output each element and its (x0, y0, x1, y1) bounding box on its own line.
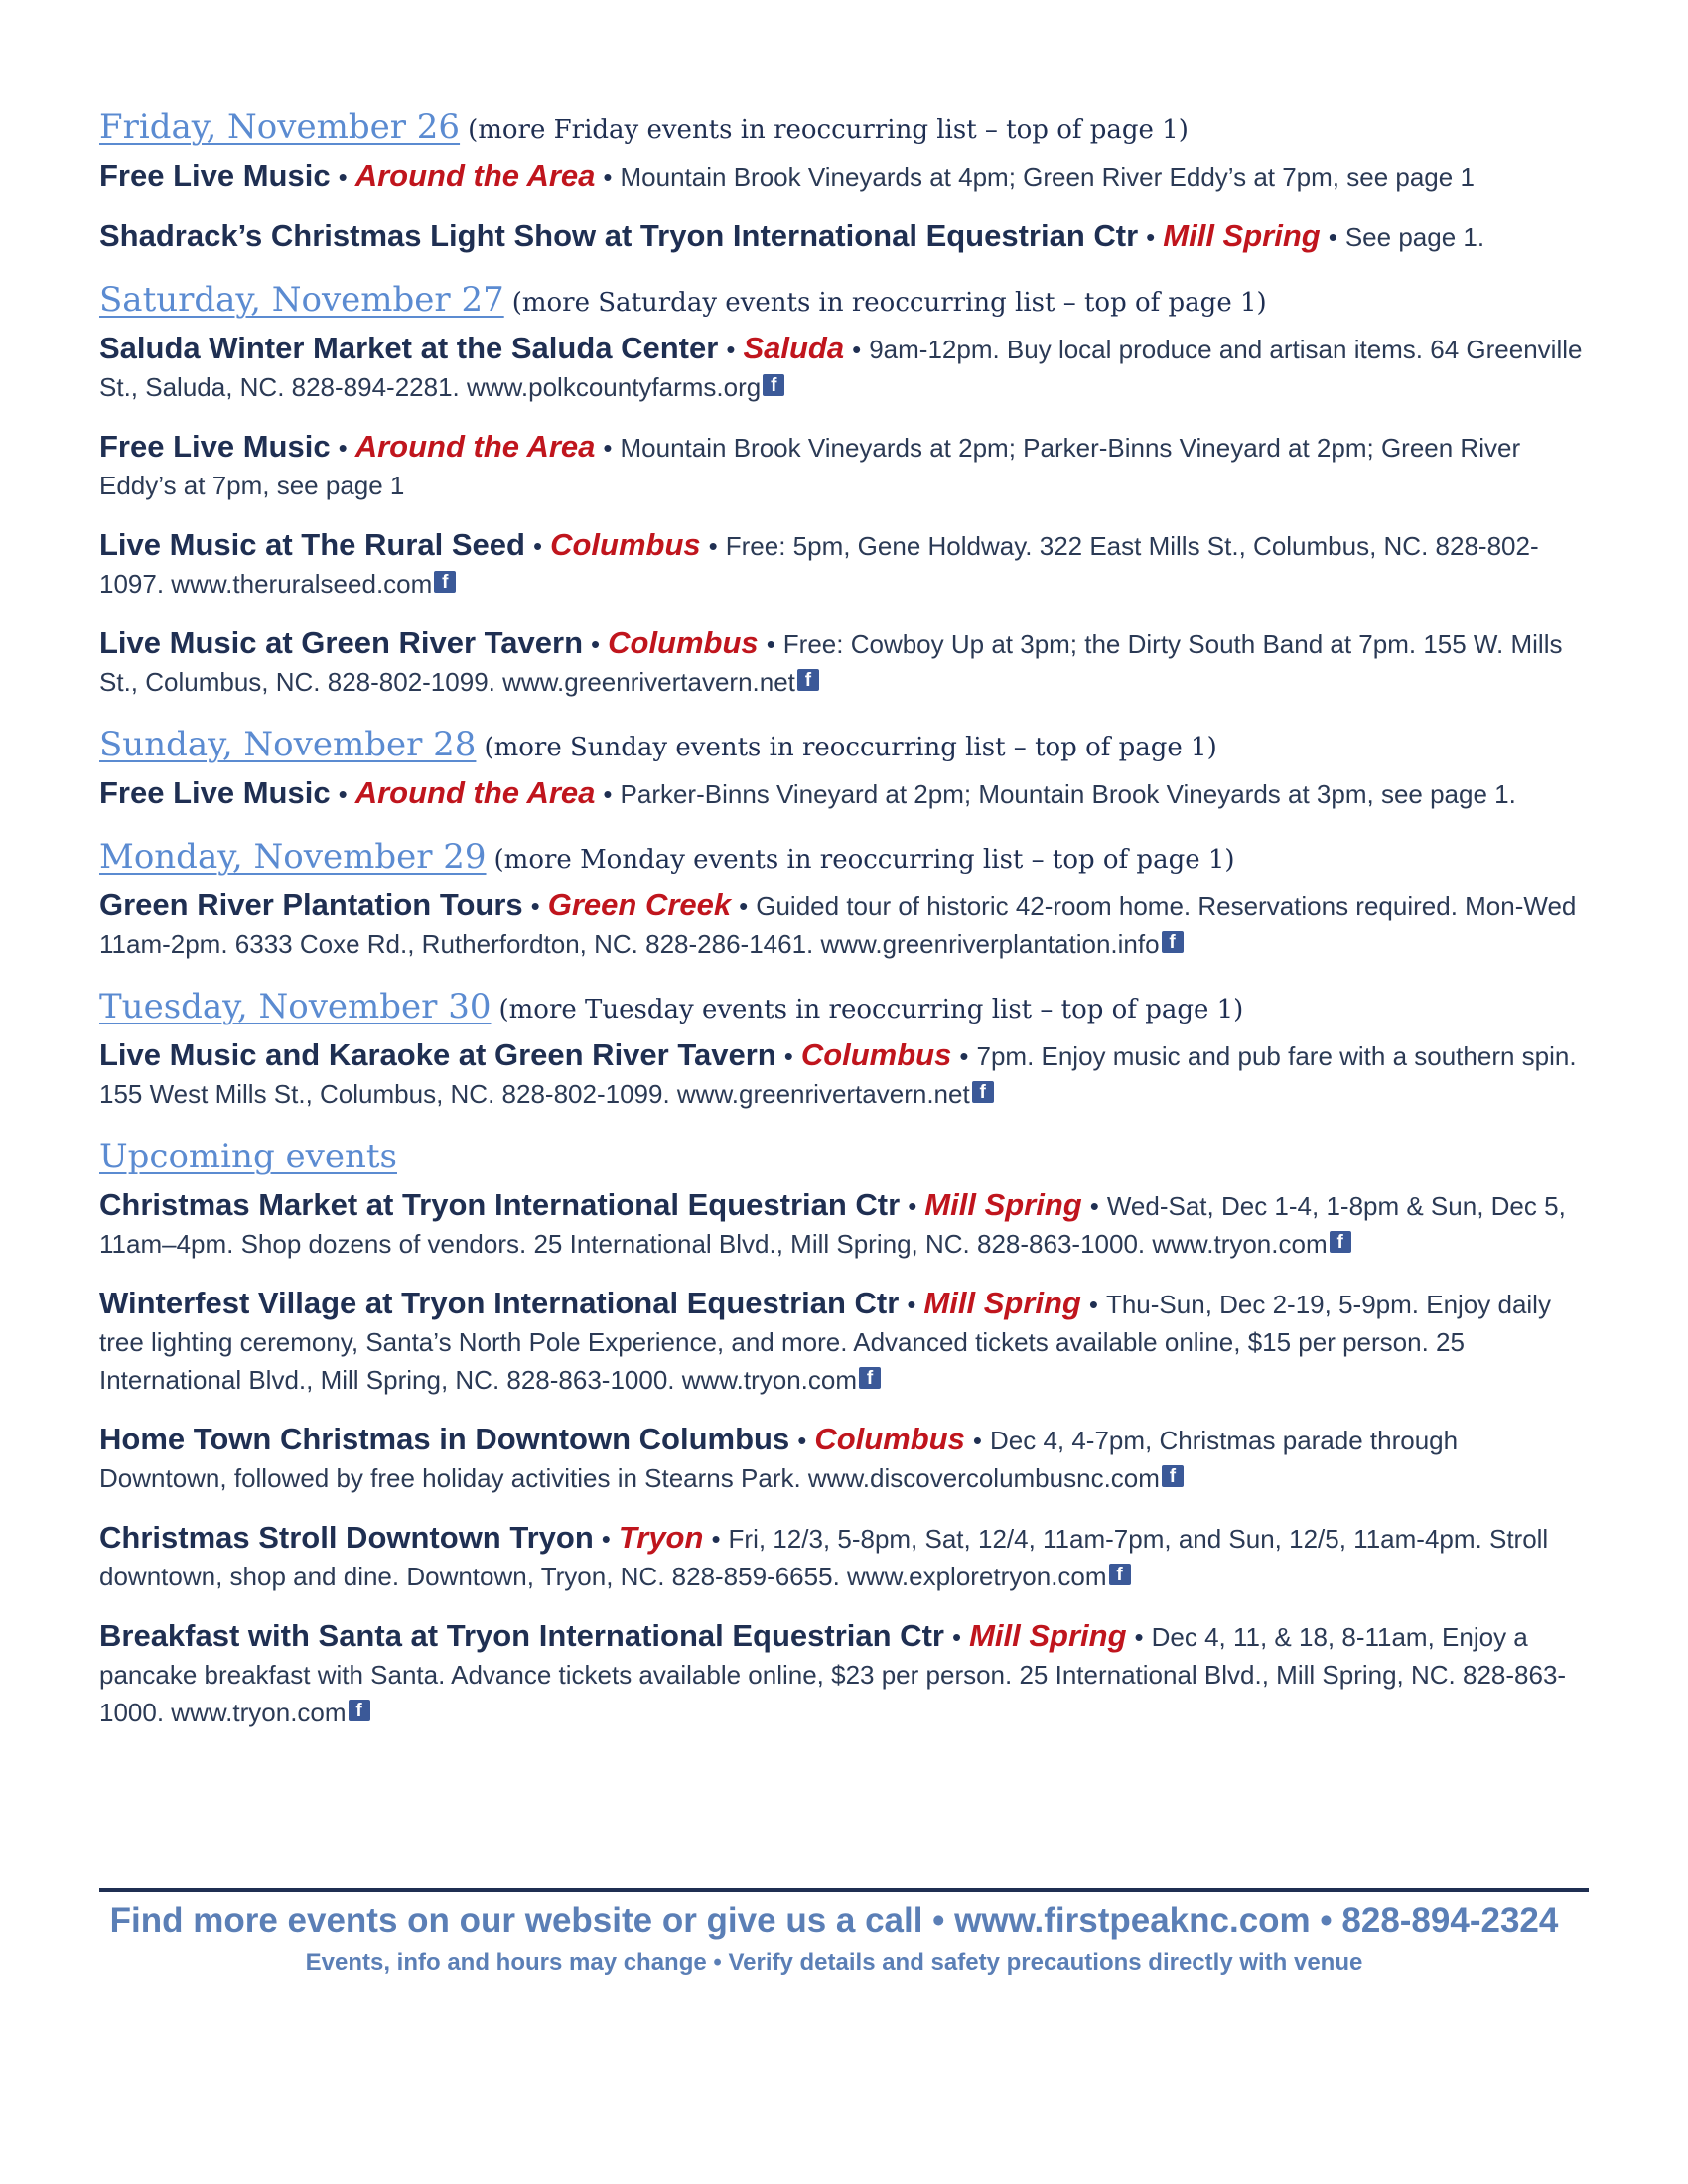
facebook-icon[interactable]: f (434, 571, 456, 593)
bullet-separator: • (783, 1041, 793, 1071)
day-title: Friday, November 26 (99, 107, 461, 147)
day-heading (99, 1135, 1589, 1184)
event-title: Live Music at Green River Tavern (99, 625, 584, 660)
event-title: Home Town Christmas in Downtown Columbus (99, 1422, 790, 1456)
event-item (99, 526, 1589, 603)
bullet-separator: • (530, 891, 540, 921)
event-title: Christmas Stroll Downtown Tryon (99, 1520, 594, 1555)
event-details: Dec 4, 11, & 18, 8-11am, Enjoy a pancake breakfast with Santa. Advance tickets available online, $23 per person. 25 International Blvd., Mill Spring, NC. 828-863-1000. www.tryon.com (99, 1622, 1567, 1727)
event-details: Dec 4, 4-7pm, Christmas parade through Downtown, followed by free holiday activities in Stearns Park. www.discovercolumbusnc.com (99, 1426, 1459, 1493)
bullet-separator: • (591, 629, 601, 659)
event-item (99, 1186, 1589, 1263)
bullet-separator: • (739, 891, 749, 921)
bullet-separator: • (338, 433, 348, 463)
facebook-icon[interactable]: f (1109, 1564, 1131, 1585)
event-details: Parker-Binns Vineyard at 2pm; Mountain Brook Vineyards at 3pm, see page 1. (620, 779, 1516, 809)
facebook-icon[interactable]: f (349, 1700, 370, 1721)
bullet-separator: • (603, 433, 613, 463)
day-section-sunday (99, 723, 1589, 813)
bullet-separator: • (766, 629, 775, 659)
event-details: Mountain Brook Vineyards at 2pm; Parker-Binns Vineyard at 2pm; Green River Eddy’s at 7pm, see page 1 (99, 433, 1521, 500)
bullet-separator: • (1328, 222, 1337, 252)
event-location: Mill Spring (923, 1286, 1081, 1320)
event-details: See page 1. (1344, 222, 1485, 252)
event-location: Around the Area (354, 429, 596, 464)
event-title: Live Music and Karaoke at Green River Tavern (99, 1037, 776, 1072)
day-section-saturday (99, 278, 1589, 701)
event-item (99, 887, 1589, 963)
day-title: Sunday, November 28 (99, 725, 477, 764)
bullet-separator: • (1089, 1191, 1099, 1221)
event-location: Around the Area (354, 775, 596, 810)
event-details: Mountain Brook Vineyards at 4pm; Green River Eddy’s at 7pm, see page 1 (620, 162, 1475, 192)
bullet-separator: • (951, 1622, 962, 1652)
facebook-icon[interactable]: f (797, 669, 819, 691)
footer-main-text[interactable]: Find more events on our website or give us a call • www.firstpeaknc.com • 828-894-2324 (109, 1901, 1559, 1940)
event-item (99, 217, 1589, 256)
day-title: Monday, November 29 (99, 837, 487, 877)
bullet-separator: • (1146, 222, 1156, 252)
event-location: Around the Area (354, 158, 596, 193)
event-location: Tryon (618, 1520, 704, 1555)
event-item (99, 624, 1589, 701)
event-location: Columbus (608, 625, 759, 660)
bullet-separator: • (907, 1290, 916, 1319)
event-location: Mill Spring (924, 1187, 1082, 1222)
upcoming-events-section (99, 1135, 1589, 1731)
event-title: Green River Plantation Tours (99, 887, 523, 922)
bullet-separator: • (601, 1524, 611, 1554)
day-note: (more Sunday events in reoccurring list – top of page 1) (484, 733, 1217, 762)
event-details: 7pm. Enjoy music and pub fare with a southern spin. 155 West Mills St., Columbus, NC. 828-802-1099. www.greenrivertavern.net (99, 1041, 1577, 1109)
bullet-separator: • (708, 531, 718, 561)
footer-divider (99, 1888, 1589, 1892)
event-details: Free: Cowboy Up at 3pm; the Dirty South Band at 7pm. 155 W. Mills St., Columbus, NC. 828-802-1099. www.greenrivertavern.net (99, 629, 1563, 697)
bullet-separator: • (338, 779, 348, 809)
event-item (99, 1036, 1589, 1113)
event-location: Saluda (743, 331, 845, 365)
event-title: Live Music at The Rural Seed (99, 527, 525, 562)
event-item (99, 157, 1589, 196)
day-section-tuesday (99, 985, 1589, 1113)
bullet-separator: • (1088, 1290, 1098, 1319)
event-details: 9am-12pm. Buy local produce and artisan items. 64 Greenville St., Saluda, NC. 828-894-2281. www.polkcountyfarms.org (99, 335, 1583, 402)
events-page (99, 99, 1589, 1753)
facebook-icon[interactable]: f (859, 1367, 881, 1389)
event-title: Breakfast with Santa at Tryon International Equestrian Ctr (99, 1618, 944, 1653)
bullet-separator: • (532, 531, 543, 561)
bullet-separator: • (908, 1191, 917, 1221)
event-details: Fri, 12/3, 5-8pm, Sat, 12/4, 11am-7pm, and Sun, 12/5, 11am-4pm. Stroll downtown, shop and dine. Downtown, Tryon, NC. 828-859-6655. www.exploretryon.com (99, 1524, 1549, 1591)
day-note: (more Friday events in reoccurring list – top of page 1) (468, 115, 1189, 145)
day-heading (99, 723, 1589, 772)
event-title: Free Live Music (99, 775, 331, 810)
bullet-separator: • (1134, 1622, 1144, 1652)
event-location: Columbus (800, 1037, 952, 1072)
bullet-separator: • (726, 335, 736, 364)
event-item (99, 1421, 1589, 1497)
event-title: Shadrack’s Christmas Light Show at Tryon International Equestrian Ctr (99, 218, 1139, 253)
day-title: Saturday, November 27 (99, 280, 504, 320)
bullet-separator: • (959, 1041, 969, 1071)
bullet-separator: • (338, 162, 348, 192)
day-heading (99, 985, 1589, 1034)
bullet-separator: • (972, 1426, 982, 1455)
day-heading (99, 835, 1589, 885)
event-details: Wed-Sat, Dec 1-4, 1-8pm & Sun, Dec 5, 11am–4pm. Shop dozens of vendors. 25 International Blvd., Mill Spring, NC. 828-863-1000. www.tryon.com (99, 1191, 1566, 1259)
event-location: Green Creek (547, 887, 732, 922)
event-title: Saluda Winter Market at the Saluda Center (99, 331, 719, 365)
day-section-friday (99, 105, 1589, 256)
event-title: Winterfest Village at Tryon International Equestrian Ctr (99, 1286, 900, 1320)
bullet-separator: • (797, 1426, 807, 1455)
event-item (99, 330, 1589, 406)
day-heading (99, 278, 1589, 328)
event-item (99, 774, 1589, 813)
day-note: (more Monday events in reoccurring list – top of page 1) (493, 845, 1235, 875)
bullet-separator: • (603, 162, 613, 192)
bullet-separator: • (603, 779, 613, 809)
event-location: Mill Spring (969, 1618, 1127, 1653)
event-location: Columbus (814, 1422, 965, 1456)
bullet-separator: • (711, 1524, 721, 1554)
footer-disclaimer: Events, info and hours may change • Verify details and safety precautions directly with venue (305, 1949, 1363, 1976)
day-section-monday (99, 835, 1589, 963)
event-details: Free: 5pm, Gene Holdway. 322 East Mills St., Columbus, NC. 828-802-1097. www.theruralseed.com (99, 531, 1539, 599)
day-heading (99, 105, 1589, 155)
day-title: Upcoming events (99, 1137, 397, 1176)
event-details: Guided tour of historic 42-room home. Reservations required. Mon-Wed 11am-2pm. 6333 Coxe Rd., Rutherfordton, NC. 828-286-1461. www.greenriverplantation.info (99, 891, 1577, 959)
event-location: Mill Spring (1163, 218, 1321, 253)
event-item (99, 428, 1589, 504)
facebook-icon[interactable]: f (763, 374, 784, 396)
day-note: (more Tuesday events in reoccurring list – top of page 1) (498, 995, 1244, 1024)
event-item (99, 1519, 1589, 1595)
event-item (99, 1617, 1589, 1731)
day-title: Tuesday, November 30 (99, 987, 492, 1026)
facebook-icon[interactable]: f (1162, 931, 1184, 953)
event-location: Columbus (550, 527, 701, 562)
event-details: Thu-Sun, Dec 2-19, 5-9pm. Enjoy daily tree lighting ceremony, Santa’s North Pole Experience, and more. Advanced tickets available online, $15 per person. 25 International Blvd., Mill Spring, NC. 828-863-1000. www.tryon.com (99, 1290, 1551, 1395)
facebook-icon[interactable]: f (972, 1081, 994, 1103)
event-title: Christmas Market at Tryon International Equestrian Ctr (99, 1187, 901, 1222)
event-title: Free Live Music (99, 429, 331, 464)
event-item (99, 1285, 1589, 1399)
facebook-icon[interactable]: f (1330, 1231, 1351, 1253)
facebook-icon[interactable]: f (1162, 1465, 1184, 1487)
bullet-separator: • (852, 335, 862, 364)
event-title: Free Live Music (99, 158, 331, 193)
day-note: (more Saturday events in reoccurring list – top of page 1) (511, 288, 1267, 318)
